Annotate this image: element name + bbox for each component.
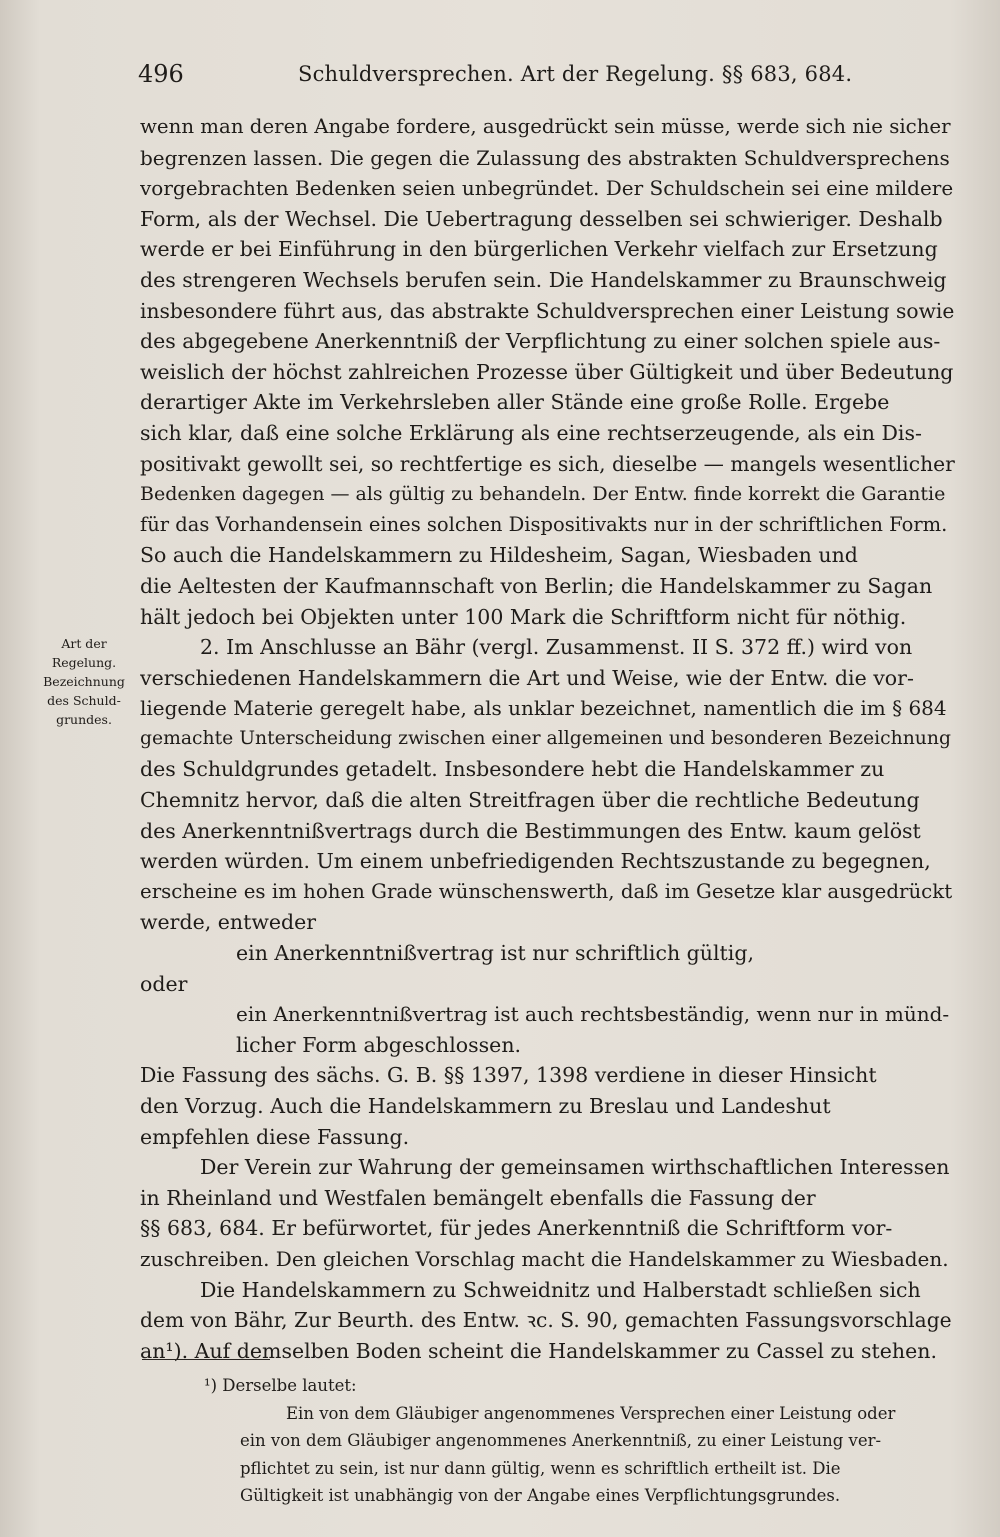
text-line: den Vorzug. Auch die Handelskammern zu Breslau und Landeshut bbox=[140, 1094, 831, 1118]
text-line: in Rheinland und Westfalen bemängelt ebenfalls die Fassung der bbox=[140, 1185, 816, 1210]
paragraph-start-line: Der Verein zur Wahrung der gemeinsamen wirthschaftlichen Interessen bbox=[200, 1155, 950, 1180]
text-line: des strengeren Wechsels berufen sein. Die Handelskammer zu Braunschweig bbox=[140, 267, 947, 292]
quoted-line: ein Anerkenntnißvertrag ist auch rechtsbeständig, wenn nur in münd- bbox=[236, 1002, 950, 1027]
margin-note-line: Bezeichnung bbox=[43, 674, 125, 689]
text-line: begrenzen lassen. Die gegen die Zulassung des abstrakten Schuldversprechens bbox=[140, 145, 950, 170]
text-line: insbesondere führt aus, das abstrakte Schuldversprechen einer Leistung sowie bbox=[140, 298, 955, 323]
text-line: des abgegebene Anerkenntniß der Verpflichtung zu einer solchen spiele aus- bbox=[140, 329, 941, 354]
text-line: gemachte Unterscheidung zwischen einer allgemeinen und besonderen Bezeichnung bbox=[140, 727, 951, 749]
text-line: des Schuldgrundes getadelt. Insbesondere hebt die Handelskammer zu bbox=[140, 757, 885, 782]
text-line: des Anerkenntnißvertrags durch die Bestimmungen des Entw. kaum gelöst bbox=[140, 818, 921, 843]
margin-note-line: grundes. bbox=[56, 712, 112, 727]
text-line: hält jedoch bei Objekten unter 100 Mark die Schriftform nicht für nöthig. bbox=[140, 604, 907, 629]
text-line: zuschreiben. Den gleichen Vorschlag macht die Handelskammer zu Wiesbaden. bbox=[140, 1246, 949, 1271]
text-line: dem von Bähr, Zur Beurth. des Entw. ꝛc. S. 90, gemachten Fassungsvorschlage bbox=[140, 1308, 952, 1333]
text-line: Bedenken dagegen — als gültig zu behandeln. Der Entw. finde korrekt die Garantie bbox=[140, 483, 946, 506]
text-line: wenn man deren Angabe fordere, ausgedrückt sein müsse, werde sich nie sicher bbox=[140, 115, 951, 138]
text-line: Form, als der Wechsel. Die Uebertragung desselben sei schwieriger. Deshalb bbox=[140, 206, 943, 231]
text-line: oder bbox=[140, 971, 188, 996]
text-line: weislich der höchst zahlreichen Prozesse über Gültigkeit und über Bedeutung bbox=[140, 359, 954, 384]
paragraph-start-line: Die Handelskammern zu Schweidnitz und Halberstadt schließen sich bbox=[200, 1277, 921, 1302]
text-line: Chemnitz hervor, daß die alten Streitfragen über die rechtliche Bedeutung bbox=[140, 788, 920, 813]
footnote-intro: ¹) Derselbe lautet: bbox=[204, 1376, 357, 1395]
text-line: werde er bei Einführung in den bürgerlichen Verkehr vielfach zur Ersetzung bbox=[140, 237, 938, 262]
text-line: vorgebrachten Bedenken seien unbegründet. Der Schuldschein sei eine mildere bbox=[140, 176, 954, 201]
quoted-line: ein Anerkenntnißvertrag ist nur schriftlich gültig, bbox=[236, 941, 754, 966]
text-line: liegende Materie geregelt habe, als unklar bezeichnet, namentlich die im § 684 bbox=[140, 696, 947, 721]
margin-note-line: Regelung. bbox=[51, 655, 117, 670]
text-line: So auch die Handelskammern zu Hildesheim, Sagan, Wiesbaden und bbox=[140, 543, 858, 568]
text-line: erscheine es im hohen Grade wünschenswerth, daß im Gesetze klar ausgedrückt bbox=[140, 879, 953, 903]
footnote-line: pflichtet zu sein, ist nur dann gültig, wenn es schriftlich ertheilt ist. Die bbox=[240, 1458, 841, 1478]
text-line: werden würden. Um einem unbefriedigenden Rechtszustande zu begegnen, bbox=[140, 849, 931, 874]
text-line: werde, entweder bbox=[140, 910, 317, 935]
running-title: Schuldversprechen. Art der Regelung. §§ 683, 684. bbox=[298, 62, 853, 86]
footnote-line: Ein von dem Gläubiger angenommenes Versprechen einer Leistung oder bbox=[286, 1403, 896, 1423]
text-line: sich klar, daß eine solche Erklärung als eine rechtserzeugende, als ein Dis- bbox=[140, 420, 922, 445]
text-line: verschiedenen Handelskammern die Art und Weise, wie der Entw. die vor- bbox=[140, 665, 914, 690]
text-line: §§ 683, 684. Er befürwortet, für jedes Anerkenntniß die Schriftform vor- bbox=[140, 1216, 893, 1241]
text-line: positivakt gewollt sei, so rechtfertige es sich, dieselbe — mangels wesentlicher bbox=[140, 451, 955, 476]
body-text bbox=[140, 112, 955, 1366]
page-number: 496 bbox=[138, 60, 184, 88]
margin-note bbox=[36, 634, 132, 729]
footnotes bbox=[140, 1372, 960, 1510]
margin-note-line: Art der bbox=[61, 636, 107, 651]
text-line: für das Vorhandensein eines solchen Dispositivakts nur in der schriftlichen Form. bbox=[140, 512, 948, 536]
text-line: Die Fassung des sächs. G. B. §§ 1397, 1398 verdiene in dieser Hinsicht bbox=[140, 1063, 877, 1088]
paragraph-start-line: 2. Im Anschlusse an Bähr (vergl. Zusammenst. II S. 372 ff.) wird von bbox=[200, 635, 913, 660]
page-header bbox=[138, 60, 960, 96]
quoted-line: licher Form abgeschlossen. bbox=[236, 1032, 522, 1057]
footnote-line: Gültigkeit ist unabhängig von der Angabe eines Verpflichtungsgrundes. bbox=[240, 1486, 841, 1505]
text-line: empfehlen diese Fassung. bbox=[140, 1124, 410, 1149]
footnote-line: ein von dem Gläubiger angenommenes Anerkenntniß, zu einer Leistung ver- bbox=[240, 1431, 882, 1450]
text-line: an¹). Auf demselben Boden scheint die Handelskammer zu Cassel zu stehen. bbox=[140, 1338, 937, 1363]
footnote-divider bbox=[142, 1359, 270, 1360]
text-line: derartiger Akte im Verkehrsleben aller Stände eine große Rolle. Ergebe bbox=[140, 390, 890, 415]
text-line: die Aeltesten der Kaufmannschaft von Berlin; die Handelskammer zu Sagan bbox=[140, 573, 933, 598]
margin-note-line: des Schuld- bbox=[47, 693, 121, 708]
